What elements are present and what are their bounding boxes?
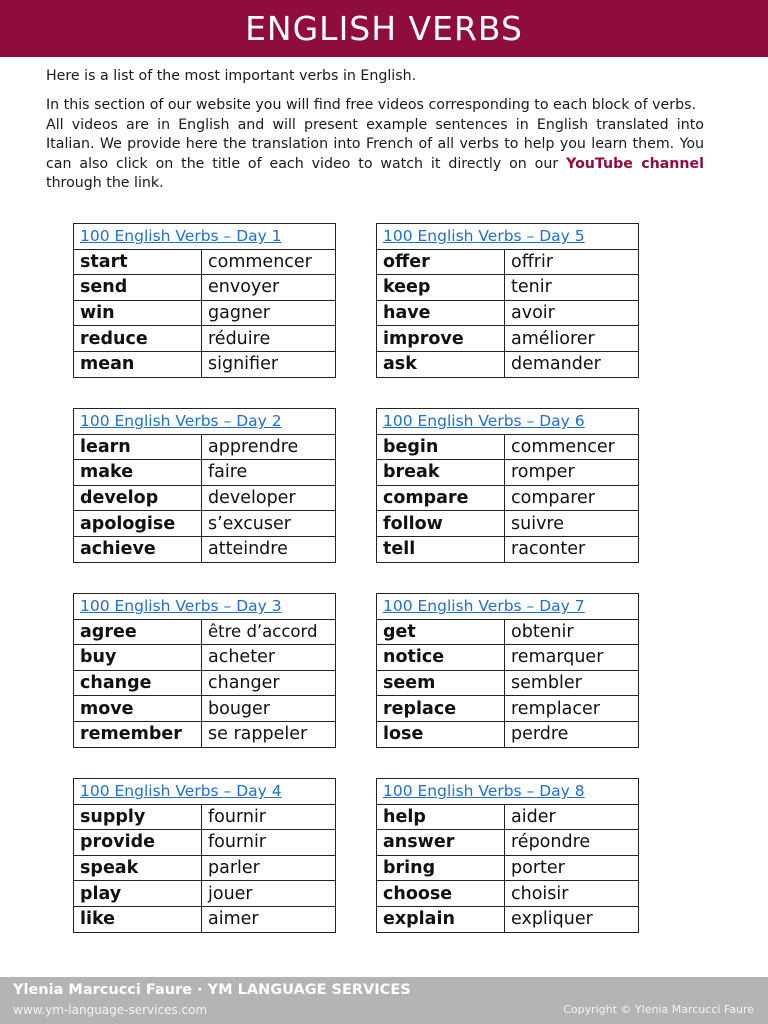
french-translation: demander (505, 351, 639, 377)
english-verb: explain (377, 906, 505, 932)
page-footer (0, 977, 768, 1024)
table-row (74, 485, 336, 511)
table-row (74, 536, 336, 562)
day-1-video-link[interactable]: 100 English Verbs – Day 1 (74, 224, 336, 250)
table-row (377, 645, 639, 671)
table-row (377, 855, 639, 881)
english-verb: remember (74, 721, 202, 747)
english-verb: learn (74, 434, 202, 460)
french-translation: romper (505, 460, 639, 486)
english-verb: keep (377, 275, 505, 301)
french-translation: expliquer (505, 906, 639, 932)
english-verb: get (377, 619, 505, 645)
verb-table-day-7 (376, 593, 639, 748)
french-translation: s’excuser (202, 511, 336, 537)
french-translation: perdre (505, 721, 639, 747)
table-row (377, 275, 639, 301)
table-row (74, 670, 336, 696)
table-row (74, 721, 336, 747)
footer-author: Ylenia Marcucci Faure · YM LANGUAGE SERVICES (13, 982, 411, 998)
english-verb: start (74, 249, 202, 275)
french-translation: tenir (505, 275, 639, 301)
english-verb: change (74, 670, 202, 696)
verb-table-day-1 (73, 223, 336, 378)
french-translation: choisir (505, 881, 639, 907)
day-2-video-link[interactable]: 100 English Verbs – Day 2 (74, 409, 336, 435)
page-header (0, 0, 768, 57)
english-verb: mean (74, 351, 202, 377)
french-translation: commencer (202, 249, 336, 275)
english-verb: agree (74, 619, 202, 645)
table-row (74, 326, 336, 352)
table-row (377, 511, 639, 537)
french-translation: raconter (505, 536, 639, 562)
english-verb: supply (74, 804, 202, 830)
verb-table-day-4 (73, 778, 336, 933)
english-verb: begin (377, 434, 505, 460)
english-verb: lose (377, 721, 505, 747)
english-verb: notice (377, 645, 505, 671)
english-verb: develop (74, 485, 202, 511)
intro-line-3-after: through the link. (46, 175, 164, 192)
french-translation: obtenir (505, 619, 639, 645)
table-row (74, 275, 336, 301)
english-verb: speak (74, 855, 202, 881)
french-translation: offrir (505, 249, 639, 275)
english-verb: buy (74, 645, 202, 671)
intro-line-1: In this section of our website you will find free videos corresponding to each block of verbs. (46, 97, 696, 114)
table-row (74, 830, 336, 856)
table-row (74, 249, 336, 275)
english-verb: bring (377, 855, 505, 881)
table-row (74, 804, 336, 830)
english-verb: win (74, 300, 202, 326)
french-translation: bouger (202, 696, 336, 722)
english-verb: send (74, 275, 202, 301)
table-row (377, 804, 639, 830)
table-row (74, 351, 336, 377)
english-verb: help (377, 804, 505, 830)
intro-line-2: All videos are in English and will present example sentences in English translated into Italian. We provide here the translation into French of all verbs to help you learn them. (46, 116, 704, 153)
table-row (377, 351, 639, 377)
table-row (377, 249, 639, 275)
table-row (74, 906, 336, 932)
table-row (377, 619, 639, 645)
french-translation: fournir (202, 804, 336, 830)
verb-table-day-3 (73, 593, 336, 748)
english-verb: have (377, 300, 505, 326)
french-translation: sembler (505, 670, 639, 696)
english-verb: seem (377, 670, 505, 696)
table-row (377, 721, 639, 747)
english-verb: improve (377, 326, 505, 352)
english-verb: choose (377, 881, 505, 907)
verb-table-day-6 (376, 408, 639, 563)
english-verb: provide (74, 830, 202, 856)
french-translation: aimer (202, 906, 336, 932)
english-verb: replace (377, 696, 505, 722)
english-verb: tell (377, 536, 505, 562)
intro-paragraph-1: Here is a list of the most important verbs in English. (46, 68, 417, 84)
french-translation: être d’accord (202, 619, 336, 645)
english-verb: follow (377, 511, 505, 537)
day-7-video-link[interactable]: 100 English Verbs – Day 7 (377, 594, 639, 620)
french-translation: se rappeler (202, 721, 336, 747)
table-row (377, 670, 639, 696)
table-row (74, 881, 336, 907)
french-translation: répondre (505, 830, 639, 856)
table-row (74, 460, 336, 486)
french-translation: atteindre (202, 536, 336, 562)
english-verb: achieve (74, 536, 202, 562)
table-row (74, 855, 336, 881)
french-translation: avoir (505, 300, 639, 326)
french-translation: suivre (505, 511, 639, 537)
verb-table-day-5 (376, 223, 639, 378)
page-title: ENGLISH VERBS (245, 9, 523, 48)
table-row (377, 460, 639, 486)
french-translation: envoyer (202, 275, 336, 301)
english-verb: compare (377, 485, 505, 511)
day-3-video-link[interactable]: 100 English Verbs – Day 3 (74, 594, 336, 620)
table-row (377, 881, 639, 907)
table-row (377, 434, 639, 460)
table-row (74, 696, 336, 722)
intro-text (46, 67, 704, 193)
intro-line-3-before: You can also click on the title of each video to watch it directly on our (46, 136, 705, 172)
french-translation: gagner (202, 300, 336, 326)
french-translation: améliorer (505, 326, 639, 352)
table-row (74, 511, 336, 537)
table-row (74, 645, 336, 671)
table-row (377, 536, 639, 562)
footer-website-link[interactable]: www.ym-language-services.com (13, 1003, 208, 1017)
french-translation: jouer (202, 881, 336, 907)
day-4-video-link[interactable]: 100 English Verbs – Day 4 (74, 779, 336, 805)
day-6-video-link[interactable]: 100 English Verbs – Day 6 (377, 409, 639, 435)
english-verb: break (377, 460, 505, 486)
english-verb: play (74, 881, 202, 907)
english-verb: like (74, 906, 202, 932)
english-verb: make (74, 460, 202, 486)
french-translation: parler (202, 855, 336, 881)
table-row (377, 326, 639, 352)
table-row (377, 906, 639, 932)
footer-copyright: Copyright © Ylenia Marcucci Faure (563, 1003, 754, 1016)
french-translation: comparer (505, 485, 639, 511)
english-verb: offer (377, 249, 505, 275)
day-5-video-link[interactable]: 100 English Verbs – Day 5 (377, 224, 639, 250)
verb-table-day-2 (73, 408, 336, 563)
english-verb: apologise (74, 511, 202, 537)
table-row (377, 696, 639, 722)
table-row (377, 485, 639, 511)
french-translation: fournir (202, 830, 336, 856)
french-translation: aider (505, 804, 639, 830)
french-translation: apprendre (202, 434, 336, 460)
youtube-channel-link[interactable]: YouTube channel (566, 155, 704, 172)
table-row (377, 830, 639, 856)
table-row (74, 434, 336, 460)
french-translation: remplacer (505, 696, 639, 722)
table-row (377, 300, 639, 326)
french-translation: porter (505, 855, 639, 881)
french-translation: signifier (202, 351, 336, 377)
french-translation: remarquer (505, 645, 639, 671)
day-8-video-link[interactable]: 100 English Verbs – Day 8 (377, 779, 639, 805)
french-translation: developer (202, 485, 336, 511)
french-translation: faire (202, 460, 336, 486)
french-translation: réduire (202, 326, 336, 352)
french-translation: commencer (505, 434, 639, 460)
table-row (74, 300, 336, 326)
english-verb: move (74, 696, 202, 722)
verb-table-day-8 (376, 778, 639, 933)
french-translation: changer (202, 670, 336, 696)
french-translation: acheter (202, 645, 336, 671)
intro-paragraph-2 (46, 96, 704, 193)
english-verb: ask (377, 351, 505, 377)
english-verb: reduce (74, 326, 202, 352)
english-verb: answer (377, 830, 505, 856)
table-row (74, 619, 336, 645)
